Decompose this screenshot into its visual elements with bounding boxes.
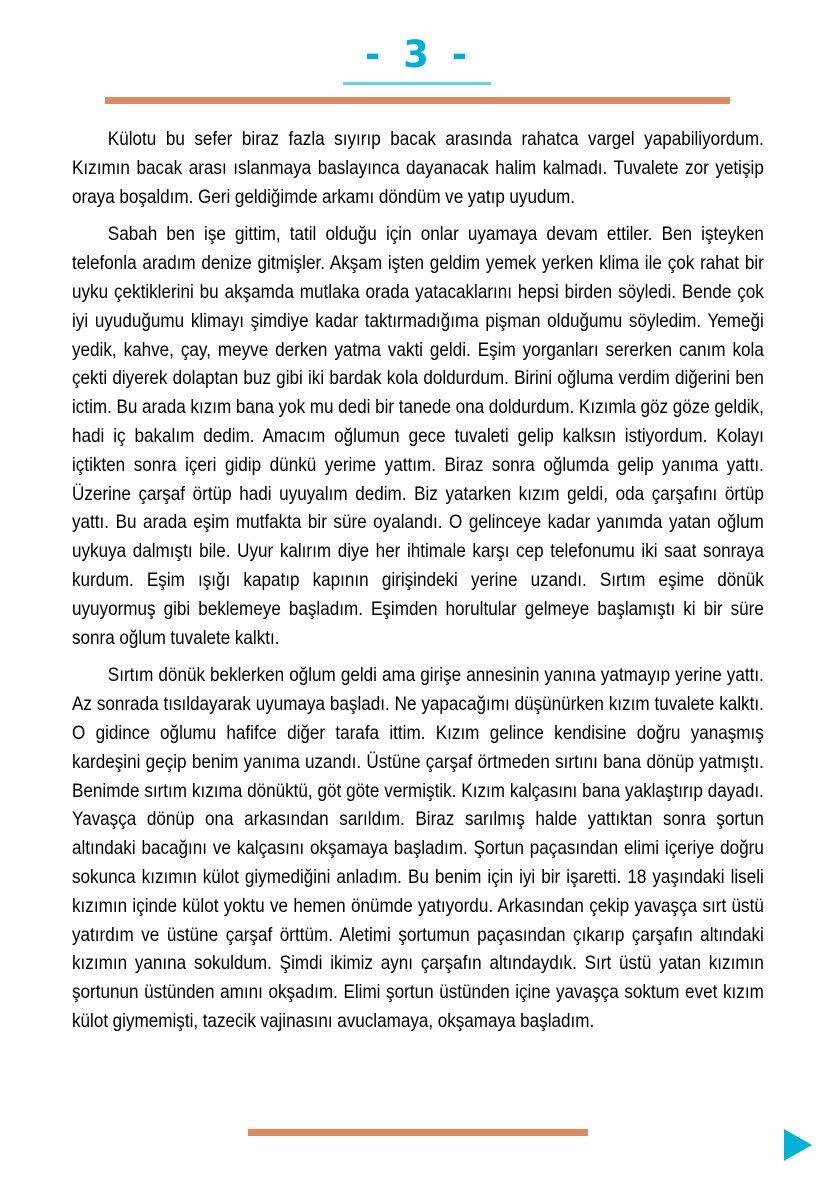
- next-page-triangle-icon[interactable]: [784, 1129, 812, 1161]
- page-header: [0, 0, 837, 112]
- header-divider-rule: [105, 97, 730, 104]
- paragraph: Sabah ben işe gittim, tatil olduğu için onlar uyamaya devam ettiler. Ben işteyken telefonla aradım denize gitmişler. Akşam işten geldim yemek yerken klima ile çok rahat bir uyku çektiklerini bu akşamda mutlaka orada yatacaklarını hepsi birden söyledi. Bende çok iyi uyuduğumu klimayı şimdiye kadar taktırmadığıma pişman olduğumu söyledim. Yemeği yedik, kahve, çay, meyve derken yatma vakti geldi. Eşim yorganları sererken canım kola çekti diyerek dolaptan buz gibi iki bardak kola doldurdum. Birini oğluma verdim diğerini ben ictim. Bu arada kızım bana yok mu dedi bir tanede ona doldurdum. Kızımla göz göze geldik, hadi iç bakalım dedim. Amacım oğlumun gece tuvaleti gelip kalksın istiyordum. Kolayı içtikten sonra içeri gidip dünkü yerime yattım. Biraz sonra oğlumda gelip yanıma yattı. Üzerine çarşaf örtüp hadi uyuyalım dedim. Biz yatarken kızım geldi, oda çarşafını örtüp yattı. Bu arada eşim mutfakta bir süre oyalandı. O gelinceye kadar yanımda yatan oğlum uykuya dalmıştı bile. Uyur kalırım diye her ihtimale karşı cep telefonumu iki saat sonraya kurdum. Eşim ışığı kapatıp kapının girişindeki yerine uzandı. Sırtım eşime dönük uyuyormuş gibi beklemeye başladım. Eşimden horultular gelmeye başlamıştı ki bir süre sonra oğlum tuvalete kalktı.: [72, 224, 764, 649]
- body-text: [72, 126, 764, 1037]
- paragraph: Külotu bu sefer biraz fazla sıyırıp bacak arasında rahatca vargel yapabiliyordum. Kızımın bacak arası ıslanmaya baslayınca dayanacak halim kalmadı. Tuvalete zor yetişip oraya boşaldım. Geri geldiğimde arkamı döndüm ve yatıp uyudum.: [72, 129, 764, 208]
- paragraph: Sırtım dönük beklerken oğlum geldi ama girişe annesinin yanına yatmayıp yerine yattı. Az sonrada tısıldayarak uyumaya başladı. Ne yapacağımı düşünürken kızım tuvalete kalktı. O gidince oğlumu hafifce diğer tarafa ittim. Kızım gelince kendisine doğru yanaşmış kardeşini geçip benim yanıma uzandı. Üstüne çarşaf örtmeden sırtını bana dönüp yatmıştı. Benimde sırtım kızıma dönüktü, göt göte vermiştik. Kızım kalçasını bana yaklaştırıp dayadı. Yavaşça dönüp ona arkasından sarıldım. Biraz sarılmış halde yattıktan sonra şortun altındaki bacağını ve kalçasını okşamaya başladım. Şortun paçasından elimi içeriye doğru sokunca kızımın külot giymediğini anladım. Bu benim için iyi bir işaretti. 18 yaşındaki liseli kızımın içinde külot yoktu ve hemen önümde yatıyordu. Arkasından çekip yavaşça sırt üstü yatırdım ve üstüne çarşaf örttüm. Aletimi şortumun paçasından çıkarıp çarşafın altındaki kızımın yanına sokuldum. Şimdi ikimiz aynı çarşafın altındaydık. Sırt üstü yatan kızımın şortunun üstünden amını okşadım. Elimi şortun üstünden içine yavaşça soktum evet kızım külot giymemişti, tazecik vajinasını avuclamaya, okşamaya başladım.: [72, 665, 764, 1032]
- footer-divider-rule: [248, 1129, 588, 1136]
- page-number: - 3 -: [364, 33, 473, 76]
- page-number-underline: [343, 82, 491, 85]
